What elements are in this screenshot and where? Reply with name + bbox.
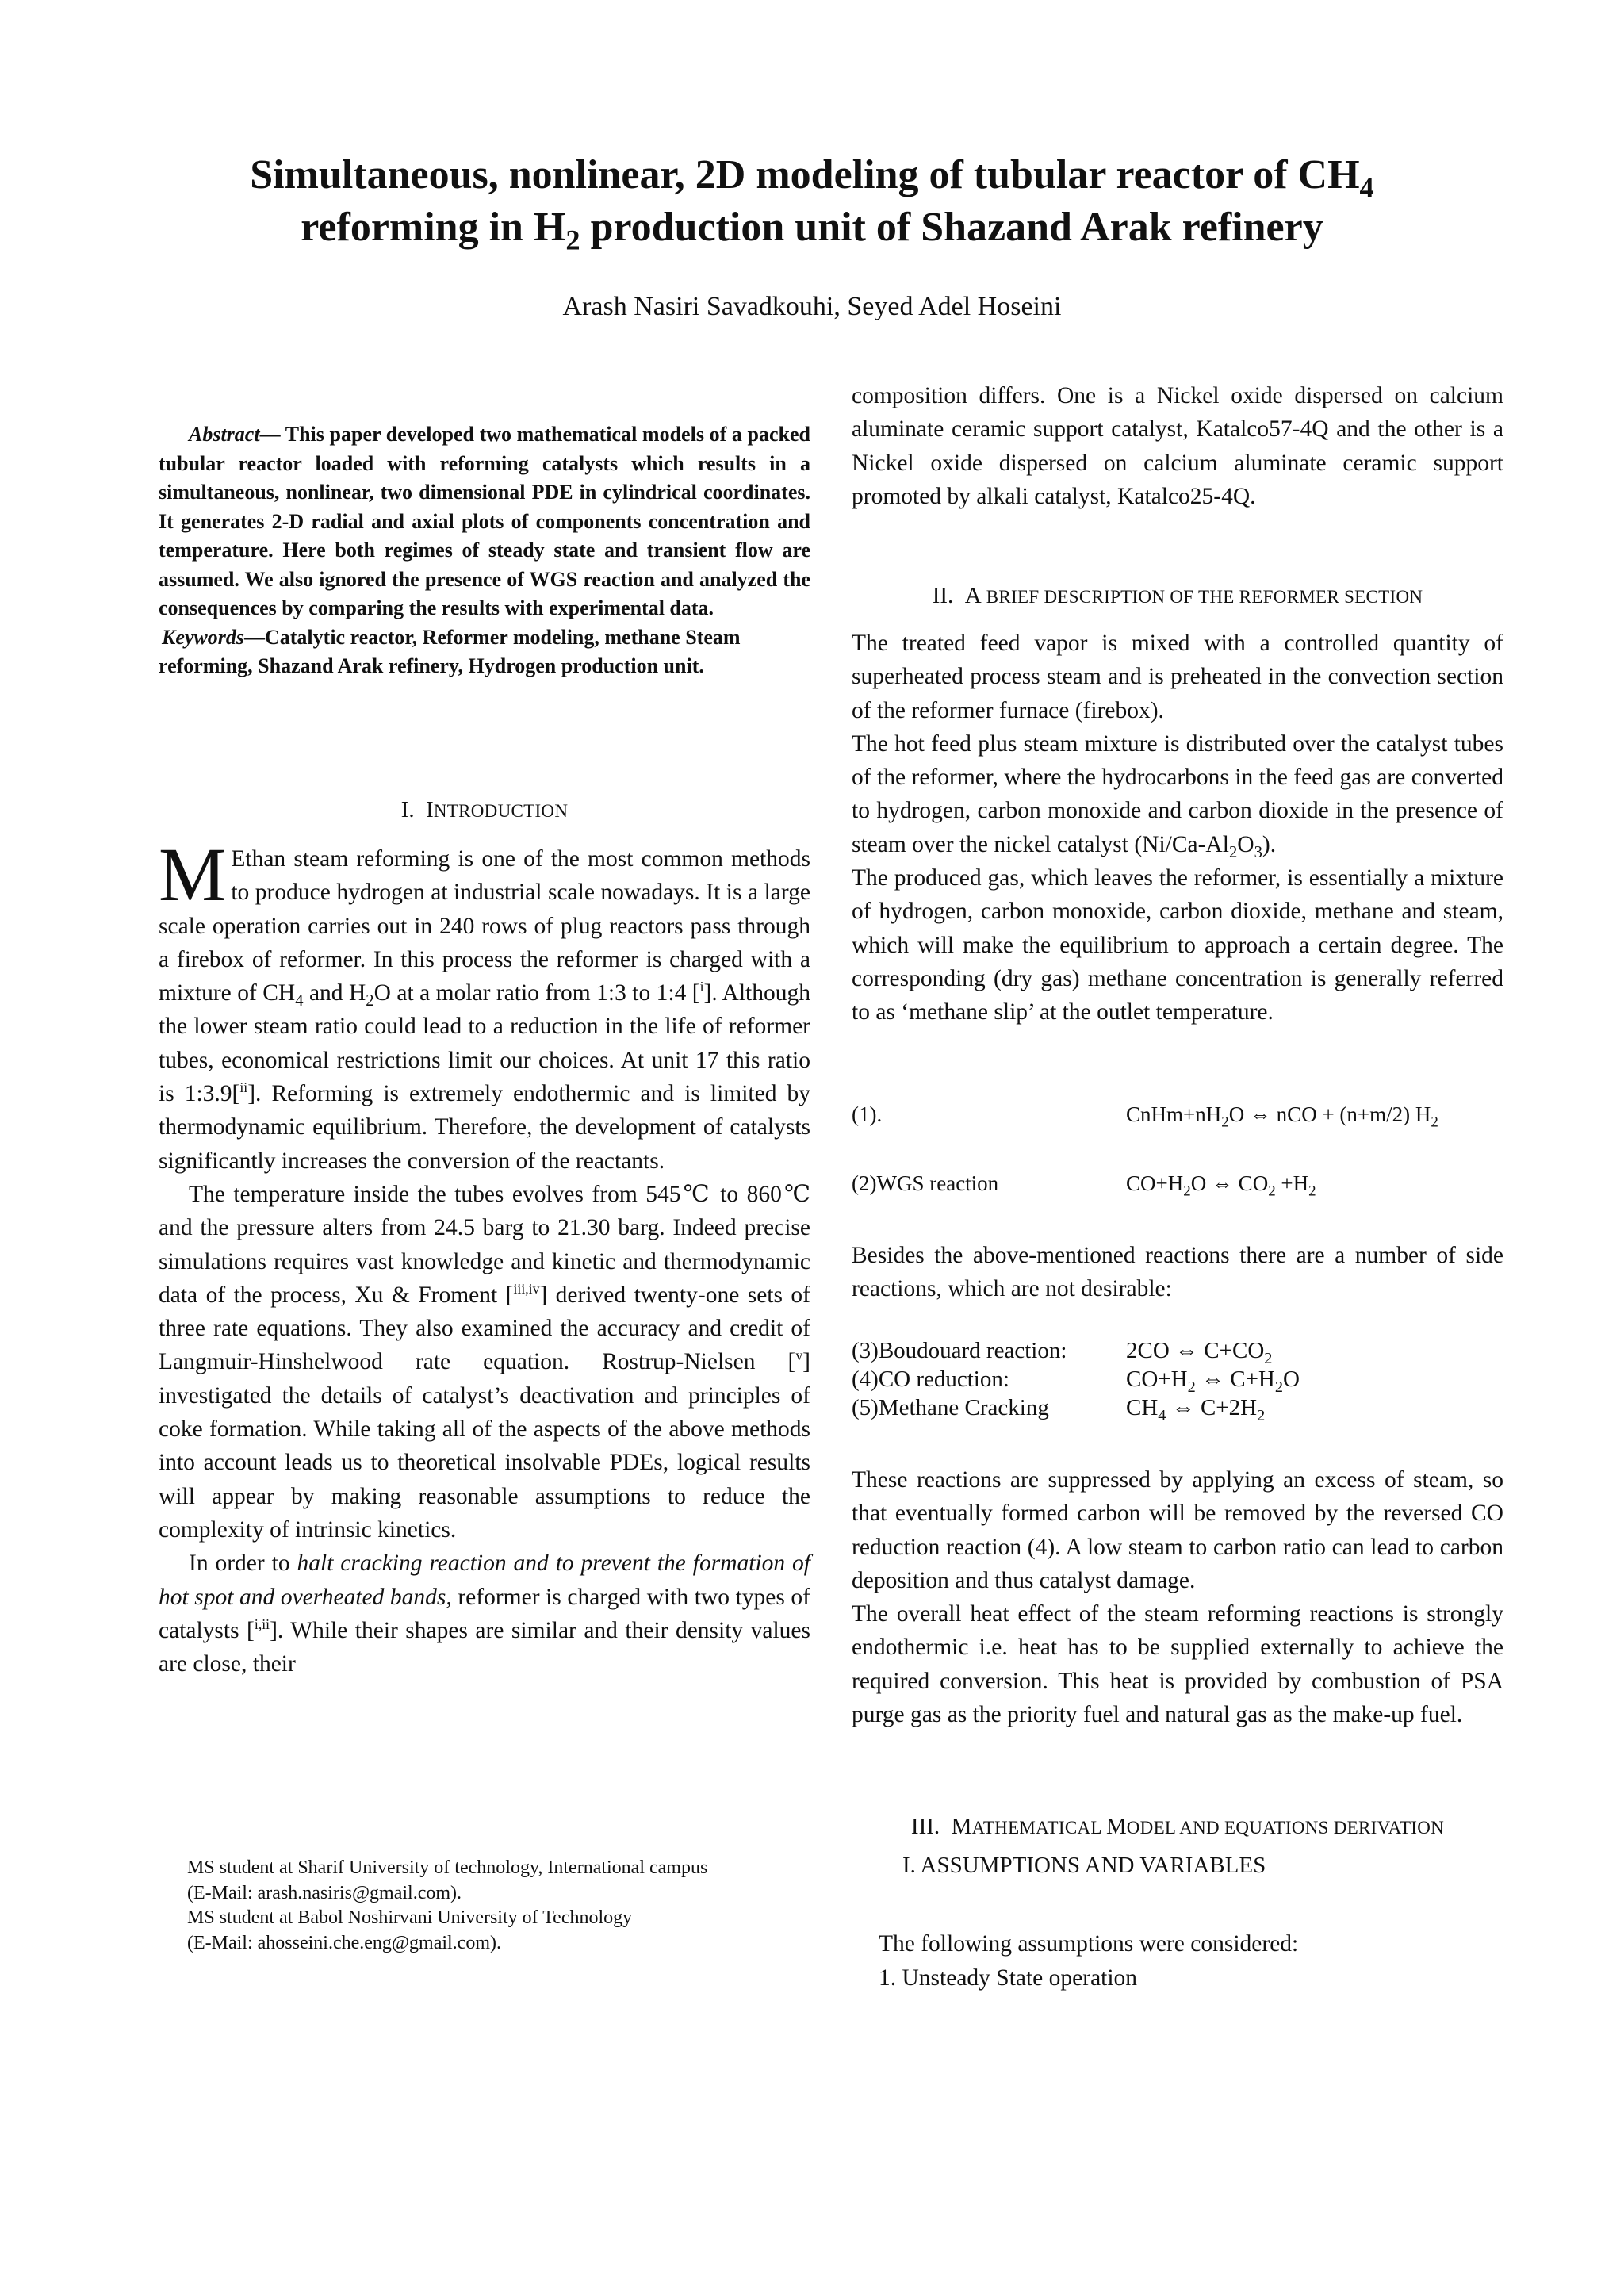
sub-2: 2 bbox=[1264, 1349, 1273, 1367]
reaction-5 bbox=[852, 1393, 1503, 1422]
sub-2: 2 bbox=[366, 992, 374, 1010]
side-reactions-list bbox=[852, 1336, 1503, 1422]
assumptions-list bbox=[879, 1927, 1298, 1995]
assumption-item: 1. Unsteady State operation bbox=[879, 1965, 1138, 1991]
section-rest: ATHEMATICAL bbox=[971, 1818, 1106, 1838]
sub-2: 2 bbox=[1274, 1378, 1284, 1396]
intro-p2-c: ] investigated the details of catalyst’s deactivation and principles of coke formation. While taking all of the aspects of the above methods into account leads us to theoretical insolvable PDEs, logical results will appear by making reasonable assumptions to reduce the complexity of intrinsic kinetics. bbox=[159, 1349, 810, 1543]
title-line-2-text-b: production unit of Shazand Arak refinery bbox=[580, 205, 1323, 250]
intro-p3-b: reformer is charged with two types of catalysts [ bbox=[159, 1584, 810, 1643]
subsection-assumptions-heading: I. ASSUMPTIONS AND VARIABLES bbox=[902, 1853, 1266, 1878]
eq2-b: O ⇔ CO bbox=[1190, 1171, 1269, 1195]
citation-sep: , bbox=[525, 1281, 529, 1297]
r4-b: ⇔ C+H bbox=[1195, 1366, 1275, 1392]
section-initial: I bbox=[426, 797, 434, 822]
section-3-heading bbox=[852, 1814, 1503, 1840]
citation-ref[interactable]: i bbox=[699, 979, 704, 995]
section-initial: M bbox=[951, 1814, 972, 1839]
section-number: III. bbox=[910, 1814, 940, 1839]
right-paragraph-4: Besides the above-mentioned reactions there are a number of side reactions, which are not desirable: bbox=[852, 1243, 1503, 1302]
footnote-email-1[interactable]: (E-Mail: arash.nasiris@gmail.com). bbox=[187, 1882, 462, 1903]
title-sub-4: 4 bbox=[1359, 171, 1374, 204]
citation-ref[interactable]: i bbox=[254, 1616, 259, 1632]
section-introduction-heading bbox=[159, 797, 810, 823]
reaction-4-formula bbox=[1126, 1365, 1300, 1396]
sub-2: 2 bbox=[1257, 1406, 1266, 1424]
intro-paragraph-1 bbox=[159, 832, 811, 1178]
footnote-line-3: MS student at Babol Noshirvani University of Technology bbox=[187, 1907, 633, 1928]
intro-p2-a: The temperature inside the tubes evolves from 545℃ to 860℃ and the pressure alters from 24.5 barg to 21.30 barg. Indeed precise simulations requires vast knowledge and kinetic and thermodynamic data of the process, Xu & Froment [ bbox=[159, 1181, 810, 1308]
intro-p3-a: In order to bbox=[189, 1550, 297, 1577]
title-line-2-text-a: reforming in H bbox=[301, 205, 566, 250]
title-sub-2: 2 bbox=[565, 224, 580, 256]
title-line-2 bbox=[127, 201, 1497, 254]
section-rest: ODEL AND EQUATIONS DERIVATION bbox=[1126, 1818, 1445, 1838]
reaction-3-label: (3)Boudouard reaction: bbox=[852, 1338, 1067, 1363]
right-paragraph-3: The produced gas, which leaves the reformer, is essentially a mixture of hydrogen, carbon monoxide, carbon dioxide, methane and steam, which will make the equilibrium to approach a certain degree. The corresponding (dry gas) methane concentration is generally referred to as ‘methane slip’ at the outlet temperature. bbox=[852, 865, 1503, 1025]
equation-2-number: (2)WGS reaction bbox=[852, 1171, 999, 1195]
intro-p3-c: ]. While their shapes are similar and their density values are close, their bbox=[159, 1617, 810, 1677]
abstract-text: — This paper developed two mathematical models of a packed tubular reactor loaded with reforming catalysts which results in a simultaneous, nonlinear, two dimensional PDE in cylindrical coordinates. It generates 2-D radial and axial plots of components concentration and temperature. Here both regimes of steady state and transient flow are assumed. We also ignored the presence of WGS reaction and analyzed the consequences by comparing the results with experimental data. bbox=[159, 423, 810, 619]
intro-p1-a: Ethan steam reforming is one of the most common methods to produce hydrogen at industrial scale nowadays. It is a large scale operation carries out in 240 rows of plug reactors pass through a firebox of reformer. In this process the reformer is charged with a mixture of CH bbox=[159, 846, 810, 1006]
eq1-b: O ⇔ nCO + (n+m/2) H bbox=[1228, 1102, 1431, 1126]
right-p2-a: The hot feed plus steam mixture is distributed over the catalyst tubes of the reformer, where the hydrocarbons in the feed gas are converted to hydrogen, carbon monoxide and carbon dioxide in the presence of steam over the nickel catalyst (Ni/Ca-Al bbox=[852, 730, 1503, 857]
catalyst-composition-text: composition differs. One is a Nickel oxide dispersed on calcium aluminate ceramic support catalyst, Katalco57-4Q and the other is a Nickel oxide dispersed on calcium aluminate ceramic support promoted by alkali catalyst, Katalco25-4Q. bbox=[852, 383, 1503, 509]
introduction-body bbox=[159, 832, 811, 1681]
section-rest: BRIEF DESCRIPTION OF THE REFORMER SECTION bbox=[981, 587, 1423, 607]
sub-2: 2 bbox=[1187, 1378, 1196, 1396]
keywords-label: Keywords bbox=[162, 625, 244, 649]
sub-3: 3 bbox=[1254, 843, 1262, 861]
reaction-5-formula bbox=[1126, 1393, 1265, 1422]
sub-2: 2 bbox=[1228, 843, 1238, 861]
citation-ref[interactable]: v bbox=[795, 1347, 803, 1364]
assumptions-intro: The following assumptions were considered: bbox=[879, 1931, 1299, 1957]
r3-a: 2CO ⇔ C+CO bbox=[1126, 1338, 1265, 1363]
abstract bbox=[159, 420, 810, 681]
sub-2: 2 bbox=[1431, 1114, 1438, 1131]
r5-a: CH bbox=[1126, 1395, 1159, 1420]
footnote-email-2[interactable]: (E-Mail: ahosseini.che.eng@gmail.com). bbox=[187, 1932, 501, 1953]
r4-a: CO+H bbox=[1126, 1366, 1188, 1392]
equation-1-formula bbox=[1126, 1102, 1438, 1131]
right-paragraph-6: The overall heat effect of the steam reforming reactions is strongly endothermic i.e. heat has to be supplied externally to achieve the required conversion. This heat is provided by combustion of PSA purge gas as the priority fuel and natural gas as the make-up fuel. bbox=[852, 1601, 1503, 1728]
reaction-4-label: (4)CO reduction: bbox=[852, 1366, 1009, 1392]
right-paragraph-5: These reactions are suppressed by applying an excess of steam, so that eventually formed carbon will be removed by the reversed CO reduction reaction (4). A low steam to carbon ratio can lead to carbon deposition and thus catalyst damage. bbox=[852, 1467, 1503, 1593]
right-p2-b: O bbox=[1237, 831, 1254, 857]
equation-2 bbox=[852, 1171, 1503, 1203]
right-paragraph-2 bbox=[852, 727, 1503, 861]
section-initial: M bbox=[1105, 1814, 1127, 1839]
equation-1 bbox=[852, 1102, 1503, 1134]
title-line-1 bbox=[127, 149, 1497, 204]
intro-paragraph-3 bbox=[159, 1547, 810, 1681]
section-rest: NTRODUCTION bbox=[433, 801, 569, 821]
section-2-body bbox=[852, 627, 1503, 1029]
drop-cap: M bbox=[159, 832, 227, 917]
keywords-text: —Catalytic reactor, Reformer modeling, methane Steam reforming, Shazand Arak refinery, Hydrogen production unit. bbox=[159, 625, 741, 677]
reaction-5-label: (5)Methane Cracking bbox=[852, 1395, 1049, 1420]
section-number: I. bbox=[400, 797, 415, 822]
section-initial: A bbox=[964, 583, 982, 608]
authors: Arash Nasiri Savadkouhi, Seyed Adel Hoseini bbox=[562, 292, 1062, 321]
sub-2: 2 bbox=[1183, 1182, 1191, 1200]
citation-ref[interactable]: iii bbox=[513, 1281, 526, 1297]
sub-4: 4 bbox=[1158, 1406, 1166, 1424]
intro-paragraph-2 bbox=[159, 1178, 810, 1547]
intro-p1-d: ]. Although the lower steam ratio could lead to a reduction in the life of reformer tubes, economical restrictions limit our choices. At unit 17 this ratio is 1:3.9[ bbox=[159, 980, 811, 1107]
right-p2-c: ). bbox=[1262, 831, 1277, 857]
section-2-heading bbox=[852, 583, 1503, 609]
equation-2-formula bbox=[1126, 1171, 1316, 1200]
right-paragraph-0 bbox=[852, 379, 1503, 513]
author-footnote bbox=[187, 1856, 822, 1956]
section-number: II. bbox=[932, 583, 954, 608]
sub-4: 4 bbox=[295, 992, 304, 1010]
sub-2: 2 bbox=[1268, 1182, 1276, 1200]
sub-2: 2 bbox=[1221, 1114, 1229, 1131]
paper-title bbox=[127, 149, 1497, 254]
r5-b: ⇔ C+2H bbox=[1166, 1395, 1258, 1420]
eq1-a: CnHm+nH bbox=[1126, 1102, 1222, 1126]
intro-p1-c: O at a molar ratio from 1:3 to 1:4 [ bbox=[373, 980, 700, 1006]
keywords bbox=[159, 623, 810, 681]
abstract-label: Abstract bbox=[189, 423, 260, 446]
footnote-line-1: MS student at Sharif University of technology, International campus bbox=[187, 1857, 708, 1878]
citation-sep: , bbox=[258, 1616, 262, 1632]
equation-1-number: (1). bbox=[852, 1102, 883, 1126]
abstract-paragraph bbox=[159, 420, 810, 623]
reaction-3 bbox=[852, 1336, 1503, 1365]
intro-p3-italic: halt cracking reaction and to prevent the formation of hot spot and overheated bands, bbox=[159, 1550, 811, 1610]
side-reactions-intro bbox=[852, 1239, 1503, 1306]
reaction-4 bbox=[852, 1365, 1503, 1396]
citation-ref[interactable]: ii bbox=[262, 1616, 270, 1632]
sub-2: 2 bbox=[1308, 1182, 1316, 1200]
reaction-3-formula bbox=[1126, 1336, 1272, 1365]
eq2-a: CO+H bbox=[1126, 1171, 1184, 1195]
title-line-1-text: Simultaneous, nonlinear, 2D modeling of tubular reactor of CH bbox=[250, 152, 1360, 197]
right-paragraph-1: The treated feed vapor is mixed with a controlled quantity of superheated process steam and is preheated in the convection section of the reformer furnace (firebox). bbox=[852, 631, 1503, 723]
r4-c: O bbox=[1283, 1366, 1300, 1392]
intro-p1-b: and H bbox=[303, 980, 366, 1006]
eq2-c: +H bbox=[1275, 1171, 1309, 1195]
citation-ref[interactable]: ii bbox=[239, 1079, 248, 1096]
right-body-3 bbox=[852, 1463, 1503, 1731]
intro-p1-e: ]. Reforming is extremely endothermic and is limited by thermodynamic equilibrium. Therefore, the development of catalysts significantly increases the conversion of the reactants. bbox=[159, 1081, 810, 1174]
intro-p2-b: ] derived twenty-one sets of three rate equations. They also examined the accuracy and credit of Langmuir-Hinshelwood rate equation. Rostrup-Nielsen [ bbox=[159, 1282, 810, 1375]
citation-ref[interactable]: iv bbox=[528, 1281, 540, 1297]
